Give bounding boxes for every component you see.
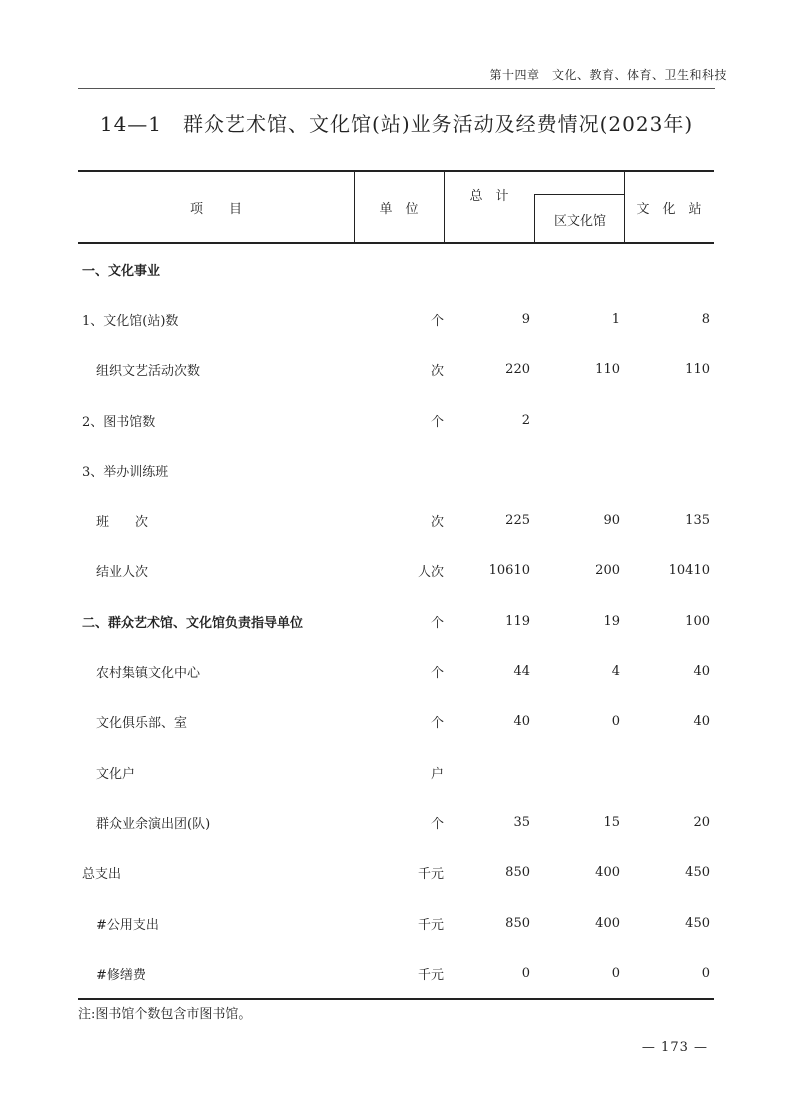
row-station-cell: 450 [685,915,710,931]
row-total-cell: 220 [505,362,530,378]
row-item-cell: 1、文化馆(站)数 [82,313,179,329]
header-rule [78,88,715,89]
row-district-cell: 1 [611,311,620,327]
row-item-cell: 文化户 [96,766,136,782]
row-district-cell [530,395,620,445]
row-item-cell: 总支出 [82,867,122,883]
row-station-cell: 110 [685,362,710,378]
table-note: 注:图书馆个数包含市图书馆。 [78,1007,252,1022]
row-total-cell: 9 [521,311,530,327]
table-row [78,445,714,495]
row-district-cell [530,445,620,495]
table-row [78,244,714,294]
row-item-cell: 组织文艺活动次数 [96,364,201,380]
column-header-unit: 单 位 [379,201,419,217]
row-district-cell: 0 [611,965,620,981]
row-item-cell: #公用支出 [96,917,159,933]
data-table [78,170,714,1000]
row-unit-cell: 千元 [417,917,444,933]
row-total-cell: 10610 [488,563,530,579]
column-header-district: 区文化馆 [534,194,625,243]
row-station-cell [620,395,710,445]
row-item-cell: 3、举办训练班 [82,464,169,480]
row-total-cell [444,244,530,294]
row-total-cell: 44 [513,664,530,680]
row-item-cell: 班 次 [96,515,149,531]
row-total-cell: 0 [521,965,530,981]
row-total-cell [444,445,530,495]
table-row [78,294,714,344]
row-total-cell: 2 [521,412,530,428]
row-district-cell: 90 [603,513,620,529]
row-district-cell: 400 [595,865,620,881]
row-station-cell: 40 [693,714,710,730]
row-unit-cell: 个 [430,816,444,832]
row-district-cell: 110 [595,362,620,378]
row-unit-cell: 千元 [417,867,444,883]
row-total-cell [444,747,530,797]
row-station-cell: 135 [685,513,710,529]
row-station-cell [620,445,710,495]
row-station-cell: 450 [685,865,710,881]
column-header-item: 项 目 [189,201,242,217]
row-district-cell: 0 [611,714,620,730]
row-unit-cell [354,244,444,294]
row-item-cell: #修缮费 [96,967,146,983]
row-station-cell: 0 [701,965,710,981]
row-district-cell [530,747,620,797]
row-station-cell: 8 [701,311,710,327]
table-body [78,244,714,998]
table-row [78,747,714,797]
row-total-cell: 850 [505,915,530,931]
row-unit-cell: 个 [430,313,444,329]
row-item-cell: 文化俱乐部、室 [96,716,188,732]
row-item-cell: 结业人次 [96,565,149,581]
row-district-cell: 400 [595,915,620,931]
table-row [78,345,714,395]
table-row [78,898,714,948]
chapter-header: 第十四章 文化、教育、体育、卫生和科技 [489,68,727,82]
row-item-cell: 农村集镇文化中心 [96,666,201,682]
row-unit-cell: 个 [430,716,444,732]
table-row [78,848,714,898]
table-row [78,697,714,747]
row-unit-cell: 个 [430,615,444,631]
table-row [78,646,714,696]
row-district-cell: 19 [603,613,620,629]
row-station-cell [620,747,710,797]
table-row [78,948,714,998]
row-unit-cell: 人次 [417,565,444,581]
column-header-total: 总 计 [469,188,509,204]
row-district-cell [530,244,620,294]
row-unit-cell: 千元 [417,967,444,983]
table-row [78,395,714,445]
row-item-cell: 2、图书馆数 [82,414,156,430]
row-unit-cell [354,445,444,495]
row-unit-cell: 个 [430,414,444,430]
row-station-cell: 20 [693,814,710,830]
row-total-cell: 119 [505,613,530,629]
row-station-cell: 10410 [668,563,710,579]
row-total-cell: 850 [505,865,530,881]
page-number: — 173 — [641,1040,708,1055]
row-district-cell: 15 [603,814,620,830]
table-row [78,596,714,646]
table-bottom-rule [78,998,714,1000]
row-item-cell: 二、群众艺术馆、文化馆负责指导单位 [82,615,304,631]
row-station-cell: 100 [685,613,710,629]
row-station-cell: 40 [693,664,710,680]
row-total-cell: 40 [513,714,530,730]
row-station-cell [620,244,710,294]
row-unit-cell: 个 [430,666,444,682]
table-row [78,797,714,847]
row-unit-cell: 次 [430,364,444,380]
column-header-station: 文 化 站 [636,201,702,217]
row-item-cell: 一、文化事业 [82,263,161,279]
table-header [78,172,714,244]
row-total-cell: 225 [505,513,530,529]
row-total-cell: 35 [513,814,530,830]
row-item-cell: 群众业余演出团(队) [96,816,211,832]
page-title: 14—1 群众艺术馆、文化馆(站)业务活动及经费情况(2023年) [99,112,694,136]
row-district-cell: 4 [611,664,620,680]
table-row [78,546,714,596]
row-unit-cell: 户 [430,766,444,782]
table-row [78,495,714,545]
row-unit-cell: 次 [430,515,444,531]
row-district-cell: 200 [595,563,620,579]
